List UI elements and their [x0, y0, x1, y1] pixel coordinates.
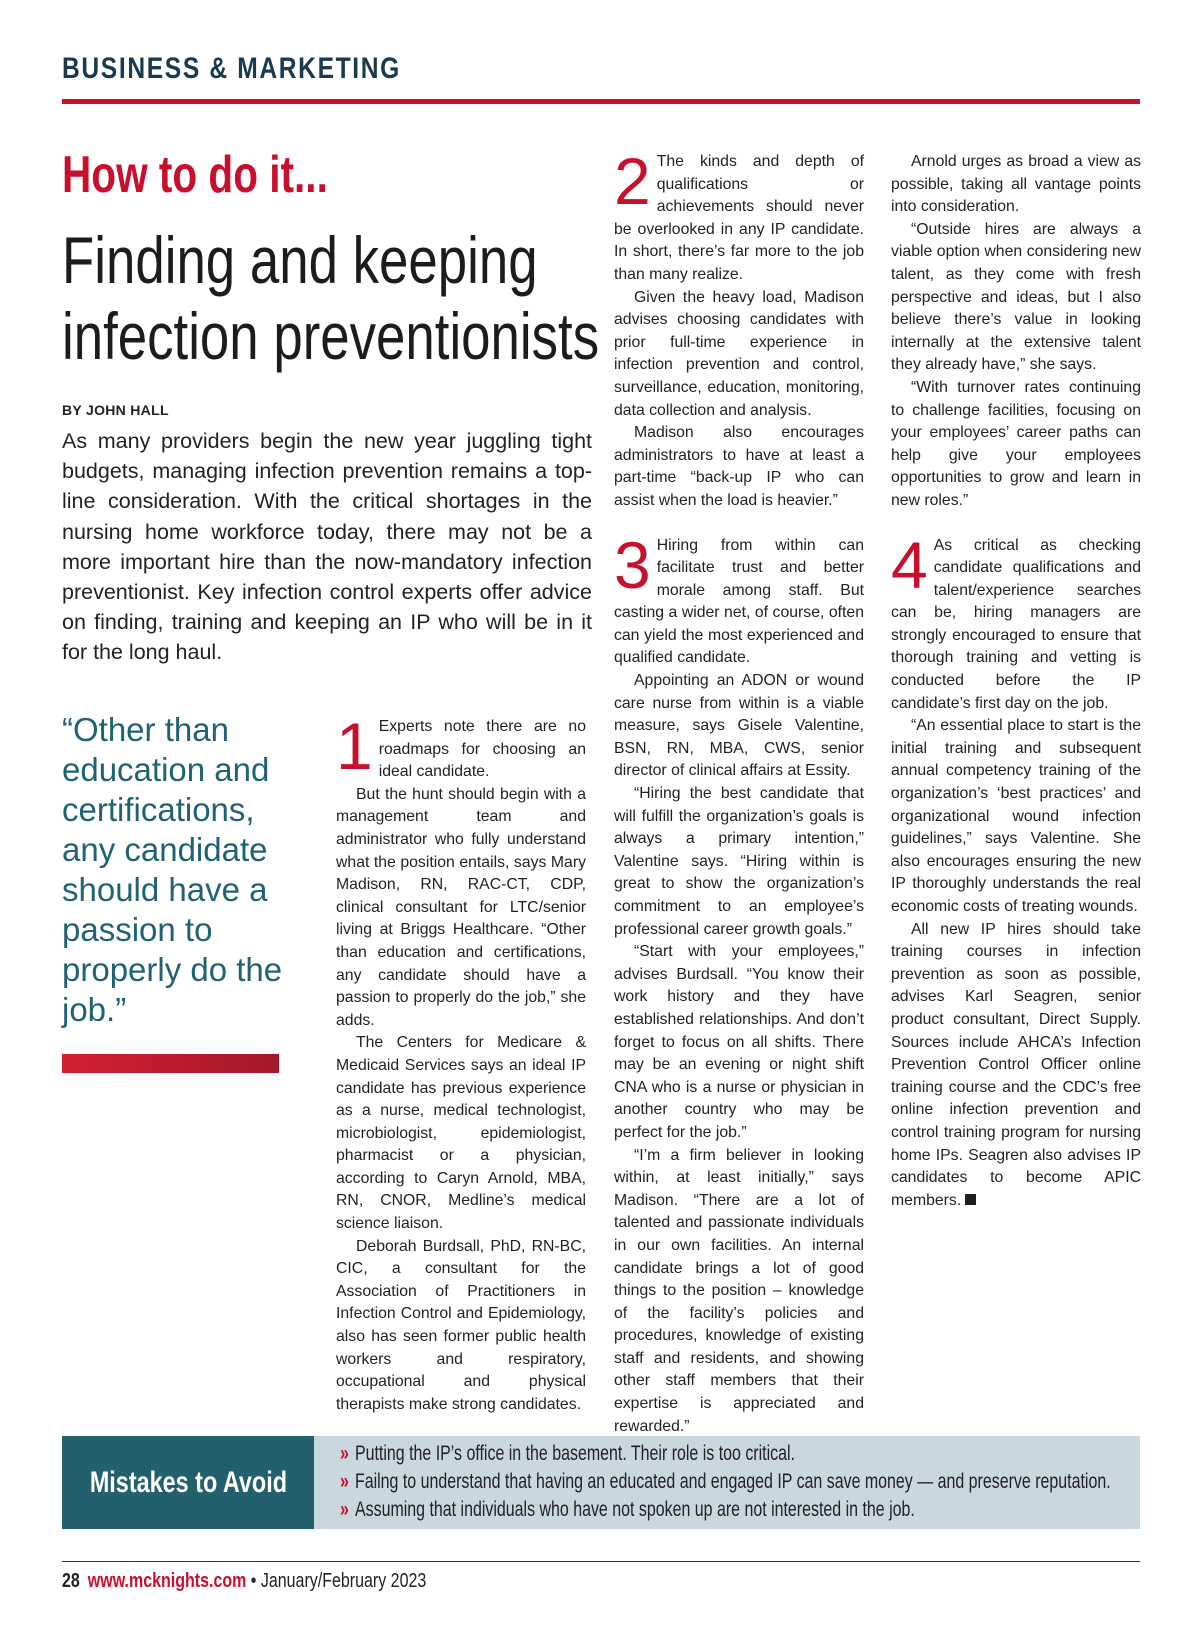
- section-1-para-4: Deborah Burdsall, PhD, RN-BC, CIC, a consultant for the Association of Practitioners in Infection Control and Epidemiology, also has seen former public health workers and respiratory, occupational and physical therapists make strong candidates.: [336, 1237, 586, 1413]
- section-3-para-5: “I’m a firm believer in looking within, at least initially,” says Madison. “There are a lot of talented and passionate individuals in our own facilities. An internal candidate brings a lot of good things to the position – knowledge of the facility’s policies and procedures, knowledge of existing staff and residents, and showing other staff members that their expertise is appreciated and rewarded.”: [614, 1146, 864, 1435]
- section-3-para-6: Arnold urges as broad a view as possible, taking all vantage points into consideration.: [891, 153, 1141, 216]
- article-intro: As many providers begin the new year juggling tight budgets, managing infection prevention remains a top-line consideration. With the critical shortages in the nursing home workforce today, there may not be a more important hire than the now-mandatory infection preventionist. Key infection control experts offer advice on finding, training and keeping an IP who will be in it for the long haul.: [62, 429, 592, 665]
- mistakes-title-panel: [62, 1436, 314, 1529]
- article-kicker: How to do it...: [62, 146, 328, 204]
- mistakes-list: [340, 1440, 1200, 1524]
- footer-separator: •: [246, 1570, 261, 1592]
- section-3-para-4: “Start with your employees,” advises Burdsall. “You know their work history and they have established relationships. And don’t forget to focus on all shifts. There may be an evening or night shift CNA who is a nurse or physician in another country who may be perfect for the job.”: [614, 943, 864, 1141]
- section-3-para-7: “Outside hires are always a viable option when considering new talent, as they come with fresh perspective and ideas, but I also believe there’s value in looking internally at the extensive talent they already have,” she says.: [891, 220, 1141, 374]
- column-2: [614, 144, 864, 1438]
- section-1-para-3: The Centers for Medicare & Medicaid Services says an ideal IP candidate has previous experience as a nurse, medical technologist, microbiologist, epidemiologist, pharmacist or a physician, according to Caryn Arnold, MBA, RN, CNOR, Medline’s medical science liaison.: [336, 1034, 586, 1233]
- section-4-para-2: “An essential place to start is the initial training and subsequent annual competency training of the organization’s ‘best practices’ and organizational wound infection guidelines,” says Valentine. She also encourages ensuring the new IP thoroughly understands the real economic costs of treating wounds.: [891, 717, 1141, 915]
- footer-rule: [62, 1561, 1140, 1562]
- section-2-para-3: Madison also encourages administrators to have at least a part-time “back-up IP who can assist when the load is heavier.”: [614, 424, 864, 509]
- section-2-para-1: The kinds and depth of qualifications or achievements should never be overlooked in any IP candidate. In short, there’s far more to the job than many realize.: [614, 153, 864, 283]
- chevron-right-icon: »: [340, 1470, 349, 1493]
- section-label: BUSINESS & MARKETING: [62, 52, 401, 85]
- site-link[interactable]: www.mcknights.com: [87, 1570, 247, 1592]
- header-rule: [62, 99, 1140, 104]
- byline: BY JOHN HALL: [62, 402, 169, 418]
- column-1: [336, 709, 586, 1416]
- section-1-para-1: Experts note there are no roadmaps for choosing an ideal candidate.: [378, 718, 586, 781]
- issue-date: January/February 2023: [260, 1570, 427, 1592]
- mistake-text: Putting the IP’s office in the basement. Their role is too critical.: [354, 1442, 795, 1465]
- section-2-number: 2: [614, 144, 651, 218]
- mistake-text: Failng to understand that having an educated and engaged IP can save money — and preserve reputation.: [354, 1470, 1111, 1493]
- section-3-para-1: Hiring from within can facilitate trust and better morale among staff. But casting a wider net, of course, often can yield the most experienced and qualified candidate.: [614, 536, 864, 667]
- pull-quote-bar: [62, 1054, 279, 1073]
- section-4-number: 4: [891, 527, 928, 602]
- page-footer: [62, 1570, 426, 1593]
- section-3-number: 3: [614, 527, 651, 602]
- section-3-lead: [614, 527, 864, 671]
- section-3-para-8: “With turnover rates continuing to challenge facilities, focusing on your employees’ career paths can help give your employees opportunities to grow and learn in new roles.”: [891, 378, 1141, 509]
- chevron-right-icon: »: [340, 1498, 349, 1521]
- section-2-lead: [614, 144, 864, 287]
- section-4-para-3: [891, 919, 1141, 1213]
- column-3: [891, 151, 1141, 1212]
- section-4-para-1: As critical as checking candidate qualifications and talent/experience searches can be, hiring managers are strongly encouraged to ensure that thorough training and vetting is conducted before the IP candidate’s first day on the job.: [891, 536, 1141, 712]
- mistake-item: [340, 1496, 1111, 1524]
- pull-quote: “Other than education and certifications, any candidate should have a passion to properly do the job.”: [62, 711, 283, 1028]
- article-title: Finding and keeping infection preventionists: [62, 223, 600, 373]
- page-number: 28: [62, 1570, 80, 1592]
- end-mark-icon: [965, 1194, 976, 1205]
- section-3-para-2: Appointing an ADON or wound care nurse from within is a viable measure, says Gisele Valentine, BSN, RN, MBA, CWS, senior director of clinical affairs at Essity.: [614, 672, 864, 780]
- section-4-lead: [891, 527, 1141, 716]
- section-3-para-3: “Hiring the best candidate that will fulfill the organization’s goals is always a primary intention,” Valentine says. “Hiring within is great to show the organization’s commitment to an employee’s professional career growth goals.”: [614, 785, 864, 938]
- section-1-lead: [336, 709, 586, 784]
- mistake-item: [340, 1440, 1111, 1468]
- section-2-para-2: Given the heavy load, Madison advises choosing candidates with prior full-time experience in infection prevention and control, surveillance, education, monitoring, data collection and analysis.: [614, 288, 864, 419]
- mistake-text: Assuming that individuals who have not spoken up are not interested in the job.: [354, 1498, 915, 1521]
- mistakes-box: [62, 1436, 1140, 1529]
- chevron-right-icon: »: [340, 1442, 349, 1465]
- mistakes-title: Mistakes to Avoid: [89, 1465, 287, 1499]
- mistake-item: [340, 1468, 1111, 1496]
- section-1-number: 1: [336, 709, 373, 783]
- section-1-para-2: But the hunt should begin with a management team and administrator who fully understand what the position entails, says Mary Madison, RN, RAC-CT, CDP, clinical consultant for LTC/senior living at Briggs Healthcare. “Other than education and certifications, any candidate should have a passion to properly do the job,” she adds.: [336, 785, 586, 1029]
- section-4-para-3-text: All new IP hires should take training courses in infection prevention as soon as possible, advises Karl Seagren, senior product consultant, Direct Supply. Sources include AHCA’s Infection Prevention Control Officer online training course and the CDC’s free online infection prevention and control training program for nursing home IPs. Seagren also advises IP candidates to become APIC members.: [891, 920, 1141, 1209]
